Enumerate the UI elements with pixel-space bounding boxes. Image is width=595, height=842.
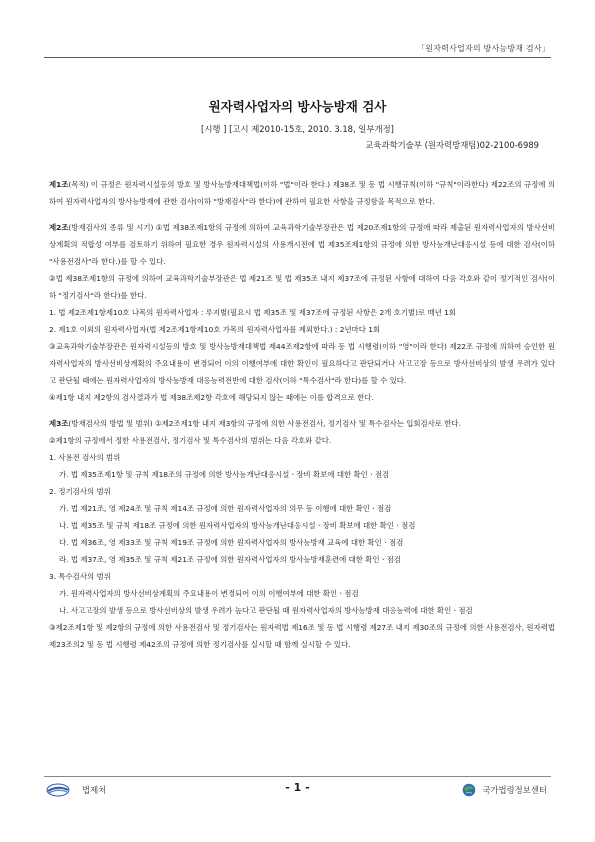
article-2: [41, 219, 555, 270]
paragraph: ②제1항의 규정에서 정한 사용전검사, 정기검사 및 특수검사의 범위는 다음 각호와 같다.: [49, 436, 332, 445]
list-item: 2. 정기검사의 범위: [49, 487, 111, 496]
footer-divider: [44, 776, 551, 777]
footer-right: [462, 783, 547, 797]
article-text: (방재검사의 종류 및 시기) ①법 제38조제1항의 규정에 의하여 교육과학기술부장관은 법 제20조제1항의 규정에 따라 제출된 원자력사업자의 방사선비상계획의 적합성 여부를 검토하기 위하여 필요한 경우 원자력시설의 사용개시전에 법 제35조제1항의 규정에 의한 방사능개난대응시설 등에 대한 검사(이하 "사용전검사"라 한다.)를 할 수 있다.: [49, 223, 555, 266]
sub-list-item: 가. 법 제21조, 영 제24조 및 규칙 제14조 규정에 의한 원자력사업자의 의무 등 이행에 대한 확인ㆍ점검: [59, 504, 392, 513]
paragraph: ③제2조제1항 및 제2항의 규정에 의한 사용전검사 및 정기검사는 원자력법 제16조 및 동 법 시행령 제27조 내지 제30조의 규정에 의한 사용전검사, 원자력법 제23조의2 및 동 법 시행령 제42조의 규정에 의한 정기검사를 실시할 때 함께 실시할 수 있다.: [49, 623, 555, 649]
document-body: [41, 176, 555, 653]
article-text: (목적) 이 규정은 원자력시설등의 방호 및 방사능방재대책법(이하 "법"이라 한다.) 제38조 및 동 법 시행규칙(이하 "규칙"이라한다) 제22조의 규정에 의하여 원자력사업자의 방사능방재에 관한 검사(이하 "방재검사"라 한다)에 관하여 필요한 사항을 규정함을 목적으로 한다.: [49, 180, 555, 206]
sub-list-item: 라. 법 제37조, 영 제35조 및 규칙 제21조 규정에 의한 원자력사업자의 방사능방재훈련에 대한 확인ㆍ점검: [59, 555, 401, 564]
header-divider: [44, 57, 551, 58]
document-subtitle: [시행 ] [고시 제2010-15호, 2010. 3.18, 일부개정]: [201, 124, 394, 134]
list-item: 2. 제1호 이외의 원자력사업자(법 제2조제1항제10호 가목의 원자력사업자를 제외한다.) : 2년마다 1회: [49, 325, 381, 334]
article-number: 제1조: [49, 180, 69, 189]
sub-list-item: 다. 법 제36조, 영 제33조 및 규칙 제19조 규정에 의한 원자력사업자의 방사능방재 교육에 대한 확인ㆍ점검: [59, 538, 404, 547]
document-title: 원자력사업자의 방사능방재 검사: [208, 99, 387, 114]
list-item: 3. 특수검사의 범위: [49, 572, 111, 581]
footer-right-label: 국가법령정보센터: [482, 785, 547, 795]
list-item: 1. 법 제2조제1항제10호 나목의 원자력사업자 : 루지별(필요시 법 제35조 및 제37조에 규정된 사항은 2개 호기별)로 매년 1회: [49, 308, 456, 317]
article-text: (방재검사의 방법 및 범위) ①제2조제1항 내지 제3항의 규정에 의한 사용전검사, 정기검사 및 특수검사는 입회검사로 한다.: [68, 419, 461, 428]
article-1: [41, 176, 555, 210]
sub-list-item: 나. 법 제35조 및 규칙 제18조 규정에 의한 원자력사업자의 방사능개난대응시설ㆍ장비 확보에 대한 확인ㆍ점검: [59, 521, 416, 530]
paragraph: ②법 제38조제1항의 규정에 의하여 교육과학기술부장관은 법 제21조 및 법 제35조 내지 제37조에 규정된 사항에 대하여 다음 각호와 같이 정기적인 검사(이하 "정기검사"라 한다)를 한다.: [49, 274, 555, 300]
footer-left-label: 법제처: [82, 785, 107, 795]
sub-list-item: 가. 원자력사업자의 방사선비상계획의 주요내용이 변경되어 이의 이행여부에 대한 확인ㆍ점검: [59, 589, 359, 598]
page-number: - 1 -: [285, 781, 310, 794]
header-reference: 「원자력사업자의 방사능방재 검사」: [417, 44, 550, 53]
ministry-contact: 교육과학기술부 (원자력방재팀)02-2100-6989: [365, 140, 539, 150]
paragraph: ③교육과학기술부장관은 원자력시설등의 방호 및 방사능방재대책법 제44조제2항에 따라 동 법 시행령(이하 "영"이라 한다) 제22조 규정에 의하여 승인한 원자력사업자의 방사선비상계획의 주요내용이 변경되어 이의 이행여부에 대한 확인이 필요하다고 판단되거나 사고고장 등으로 방사선비상의 발생 우려가 있다고 판단될 때에는 원자력사업자의 방사능방재 대응능력전반에 대한 검사(이하 "특수검사"라 한다)를 할 수 있다.: [49, 342, 555, 385]
globe-logo-icon: [462, 783, 476, 797]
paragraph: ④제1항 내지 제2항의 검사결과가 법 제38조제2항 각호에 해당되지 않는 때에는 이를 합격으로 한다.: [49, 393, 374, 402]
sub-list-item: 나. 사고고장의 발생 등으로 방사선비상의 발생 우려가 높다고 판단될 때 원자력사업자의 방사능방재 대응능력에 대한 확인ㆍ점검: [59, 606, 473, 615]
sub-list-item: 가. 법 제35조제1항 및 규칙 제18조의 규정에 의한 방사능개난대응시설ㆍ장비 확보에 대한 확인ㆍ점검: [59, 470, 390, 479]
article-number: 제3조: [49, 419, 69, 428]
article-3: [41, 415, 555, 432]
article-number: 제2조: [49, 223, 69, 232]
list-item: 1. 사용전 검사의 범위: [49, 453, 121, 462]
